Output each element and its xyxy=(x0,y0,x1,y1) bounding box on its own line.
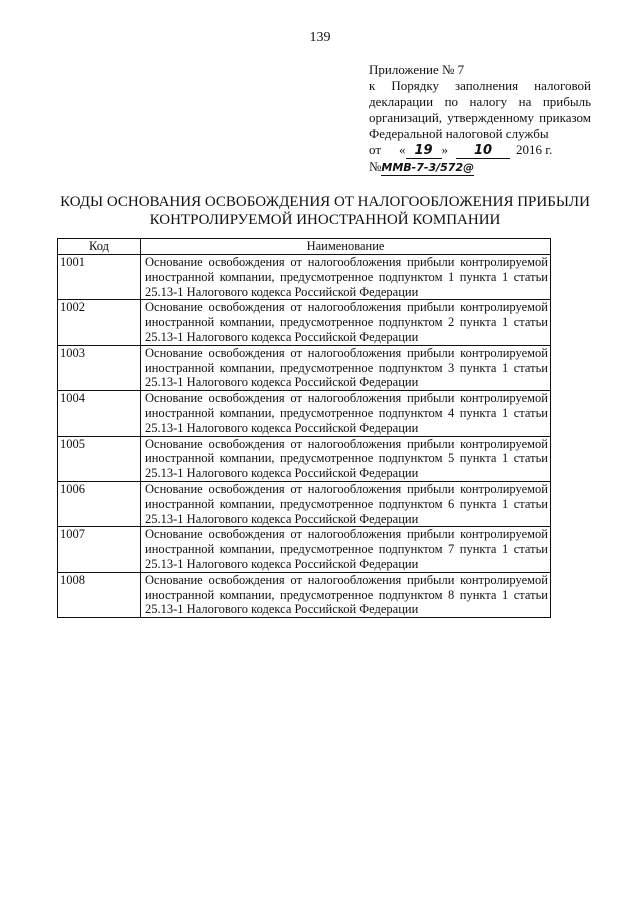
number-prefix: № xyxy=(369,159,382,174)
name-line: иностранной компании, предусмотренное подпунктом 2 пункта 1 статьи xyxy=(145,315,548,330)
order-date xyxy=(369,142,591,159)
heading-line: КОНТРОЛИРУЕМОЙ ИНОСТРАННОЙ КОМПАНИИ xyxy=(149,212,501,228)
name-line: Основание освобождения от налогообложения прибыли контролируемой xyxy=(145,436,548,451)
name-line: 25.13-1 Налогового кодекса Российской Федерации xyxy=(145,602,419,617)
document-heading xyxy=(60,193,590,229)
order-number-handwritten: ММВ-7-3/572@ xyxy=(381,161,475,174)
name-cell xyxy=(141,527,551,572)
name-line: иностранной компании, предусмотренное подпунктом 3 пункта 1 статьи xyxy=(145,360,548,375)
name-line: иностранной компании, предусмотренное подпунктом 1 пункта 1 статьи xyxy=(145,269,548,284)
code-cell: 1003 xyxy=(58,345,141,390)
appendix-block xyxy=(369,62,591,176)
name-cell xyxy=(141,300,551,345)
date-year: 2016 г. xyxy=(516,142,553,157)
code-cell: 1002 xyxy=(58,300,141,345)
column-header-code: Код xyxy=(58,239,141,255)
appendix-line: к Порядку заполнения налоговой xyxy=(369,78,591,93)
name-line: Основание освобождения от налогообложения прибыли контролируемой xyxy=(145,572,548,587)
name-line: Основание освобождения от налогообложения прибыли контролируемой xyxy=(145,255,548,269)
codes-table xyxy=(57,238,551,618)
name-line: 25.13-1 Налогового кодекса Российской Федерации xyxy=(145,511,419,526)
table-row xyxy=(58,436,551,481)
column-header-name: Наименование xyxy=(141,239,551,255)
name-line: иностранной компании, предусмотренное подпунктом 7 пункта 1 статьи xyxy=(145,542,548,557)
name-line: Основание освобождения от налогообложения прибыли контролируемой xyxy=(145,345,548,360)
table-row xyxy=(58,481,551,526)
table-row xyxy=(58,345,551,390)
name-line: иностранной компании, предусмотренное подпунктом 5 пункта 1 статьи xyxy=(145,451,548,466)
date-day-handwritten: 19 xyxy=(406,144,442,159)
name-line: 25.13-1 Налогового кодекса Российской Федерации xyxy=(145,375,419,390)
appendix-line: организаций, утвержденному приказом xyxy=(369,110,591,125)
date-prefix: от xyxy=(369,142,382,157)
name-line: иностранной компании, предусмотренное подпунктом 4 пункта 1 статьи xyxy=(145,405,548,420)
code-cell: 1001 xyxy=(58,255,141,300)
name-cell xyxy=(141,436,551,481)
table-row xyxy=(58,255,551,300)
name-line: 25.13-1 Налогового кодекса Российской Федерации xyxy=(145,466,419,481)
code-cell: 1005 xyxy=(58,436,141,481)
code-cell: 1004 xyxy=(58,391,141,436)
appendix-line: Федеральной налоговой службы xyxy=(369,126,549,141)
name-line: 25.13-1 Налогового кодекса Российской Федерации xyxy=(145,284,419,299)
name-cell xyxy=(141,572,551,617)
appendix-line: декларации по налогу на прибыль xyxy=(369,94,591,109)
name-cell xyxy=(141,345,551,390)
table-row xyxy=(58,527,551,572)
table-header-row xyxy=(58,239,551,255)
name-line: Основание освобождения от налогообложения прибыли контролируемой xyxy=(145,527,548,542)
heading-line: КОДЫ ОСНОВАНИЯ ОСВОБОЖДЕНИЯ ОТ НАЛОГООБЛОЖЕНИЯ ПРИБЫЛИ xyxy=(60,194,590,210)
order-number xyxy=(369,159,591,176)
page-number: 139 xyxy=(309,30,331,45)
name-line: Основание освобождения от налогообложения прибыли контролируемой xyxy=(145,300,548,315)
name-cell xyxy=(141,481,551,526)
table-row xyxy=(58,300,551,345)
date-month-handwritten: 10 xyxy=(456,144,510,159)
name-line: Основание освобождения от налогообложения прибыли контролируемой xyxy=(145,391,548,406)
name-line: 25.13-1 Налогового кодекса Российской Федерации xyxy=(145,420,419,435)
table-row xyxy=(58,572,551,617)
name-line: 25.13-1 Налогового кодекса Российской Федерации xyxy=(145,556,419,571)
name-line: Основание освобождения от налогообложения прибыли контролируемой xyxy=(145,481,548,496)
date-close-quote: » xyxy=(441,142,449,157)
name-line: 25.13-1 Налогового кодекса Российской Федерации xyxy=(145,329,419,344)
table-row xyxy=(58,391,551,436)
date-open-quote: « xyxy=(399,142,406,157)
name-cell xyxy=(141,255,551,300)
appendix-title: Приложение № 7 xyxy=(369,62,465,77)
code-cell: 1007 xyxy=(58,527,141,572)
code-cell: 1008 xyxy=(58,572,141,617)
name-cell xyxy=(141,391,551,436)
name-line: иностранной компании, предусмотренное подпунктом 6 пункта 1 статьи xyxy=(145,496,548,511)
code-cell: 1006 xyxy=(58,481,141,526)
name-line: иностранной компании, предусмотренное подпунктом 8 пункта 1 статьи xyxy=(145,587,548,602)
